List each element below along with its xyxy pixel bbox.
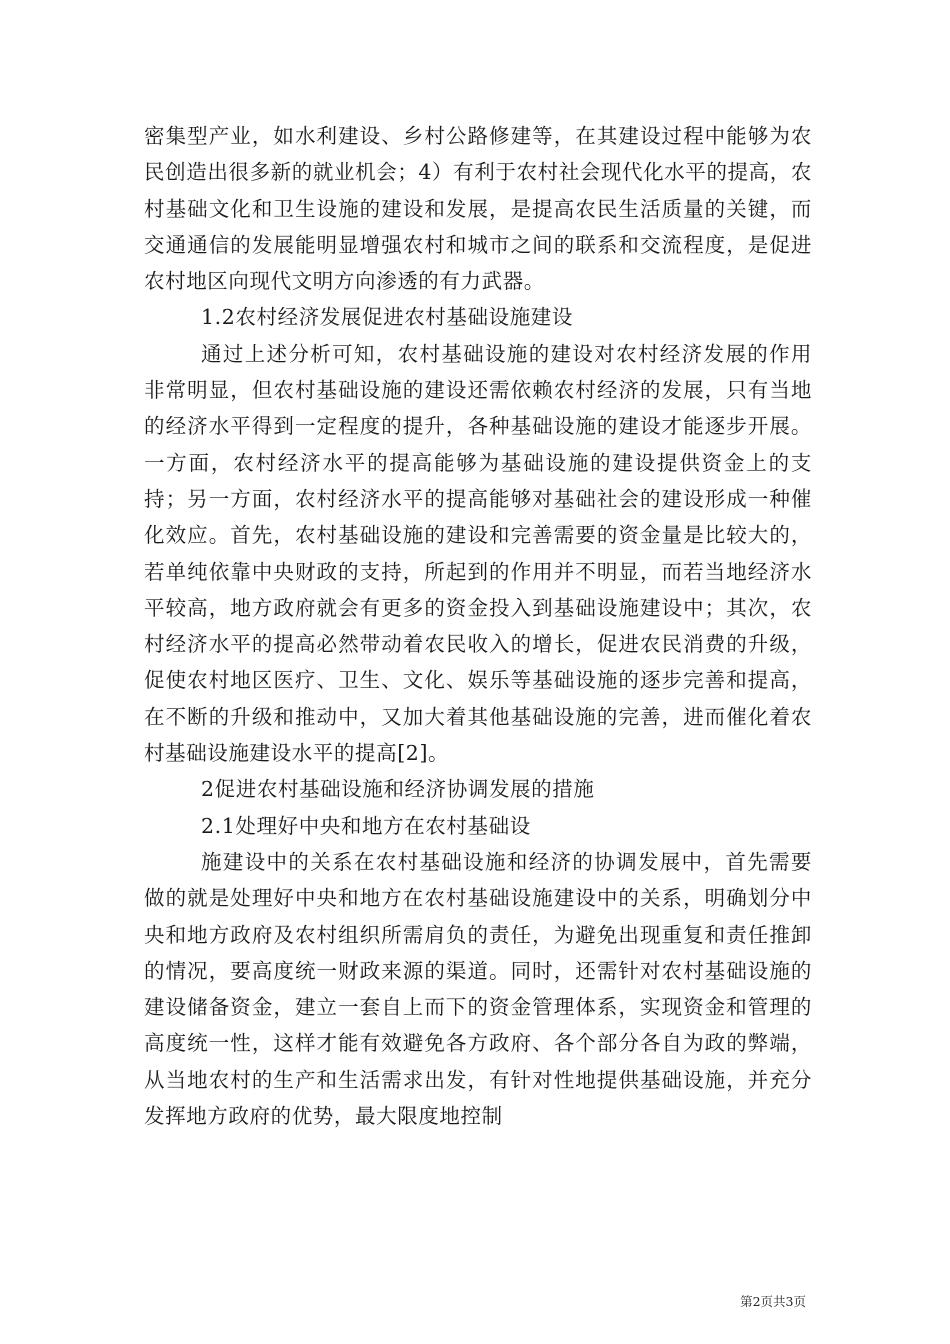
section-heading-2-1: 2.1处理好中央和地方在农村基础设 [201, 813, 531, 838]
paragraph-continuation: 密集型产业，如水利建设、乡村公路修建等，在其建设过程中能够为农民创造出很多新的就业机会；4）有利于农村社会现代化水平的提高，农村基础文化和卫生设施的建设和发展，是提高农民生活质量的关键，而交通通信的发展能明显增强农村和城市之间的联系和交流程度，是促进农村地区向现代文明方向渗透的有力武器。 [144, 124, 812, 294]
section-heading-2: 2促进农村基础设施和经济协调发展的措施 [201, 777, 595, 802]
paragraph-economy-promotes-infrastructure: 通过上述分析可知，农村基础设施的建设对农村经济发展的作用非常明显，但农村基础设施的建设还需依赖农村经济的发展，只有当地的经济水平得到一定程度的提升，各种基础设施的建设才能逐步开展。一方面，农村经济水平的提高能够为基础设施的建设提供资金上的支持；另一方面，农村经济水平的提高能够对基础社会的建设形成一种催化效应。首先，农村基础设施的建设和完善需要的资金量是比较大的，若单纯依靠中央财政的支持，所起到的作用并不明显，而若当地经济水平较高，地方政府就会有更多的资金投入到基础设施建设中；其次，农村经济水平的提高必然带动着农民收入的增长，促进农民消费的升级，促使农村地区医疗、卫生、文化、娱乐等基础设施的逐步完善和提高，在不断的升级和推动中，又加大着其他基础设施的完善，进而催化着农村基础设施建设水平的提高[2]。 [144, 341, 812, 766]
section-heading-1-2: 1.2农村经济发展促进农村基础设施建设 [201, 305, 574, 330]
paragraph-central-local-relationship: 施建设中的关系在农村基础设施和经济的协调发展中，首先需要做的就是处理好中央和地方在农村基础设施建设中的关系，明确划分中央和地方政府及农村组织所需肩负的责任，为避免出现重复和责任推卸的情况，要高度统一财政来源的渠道。同时，还需针对农村基础设施的建设储备资金，建立一套自上而下的资金管理体系，实现资金和管理的高度统一性，这样才能有效避免各方政府、各个部分各自为政的弊端，从当地农村的生产和生活需求出发，有针对性地提供基础设施，并充分发挥地方政府的优势，最大限度地控制 [144, 849, 812, 1129]
page-number-footer: 第2页共3页 [740, 1294, 806, 1309]
document-body [144, 118, 812, 1134]
